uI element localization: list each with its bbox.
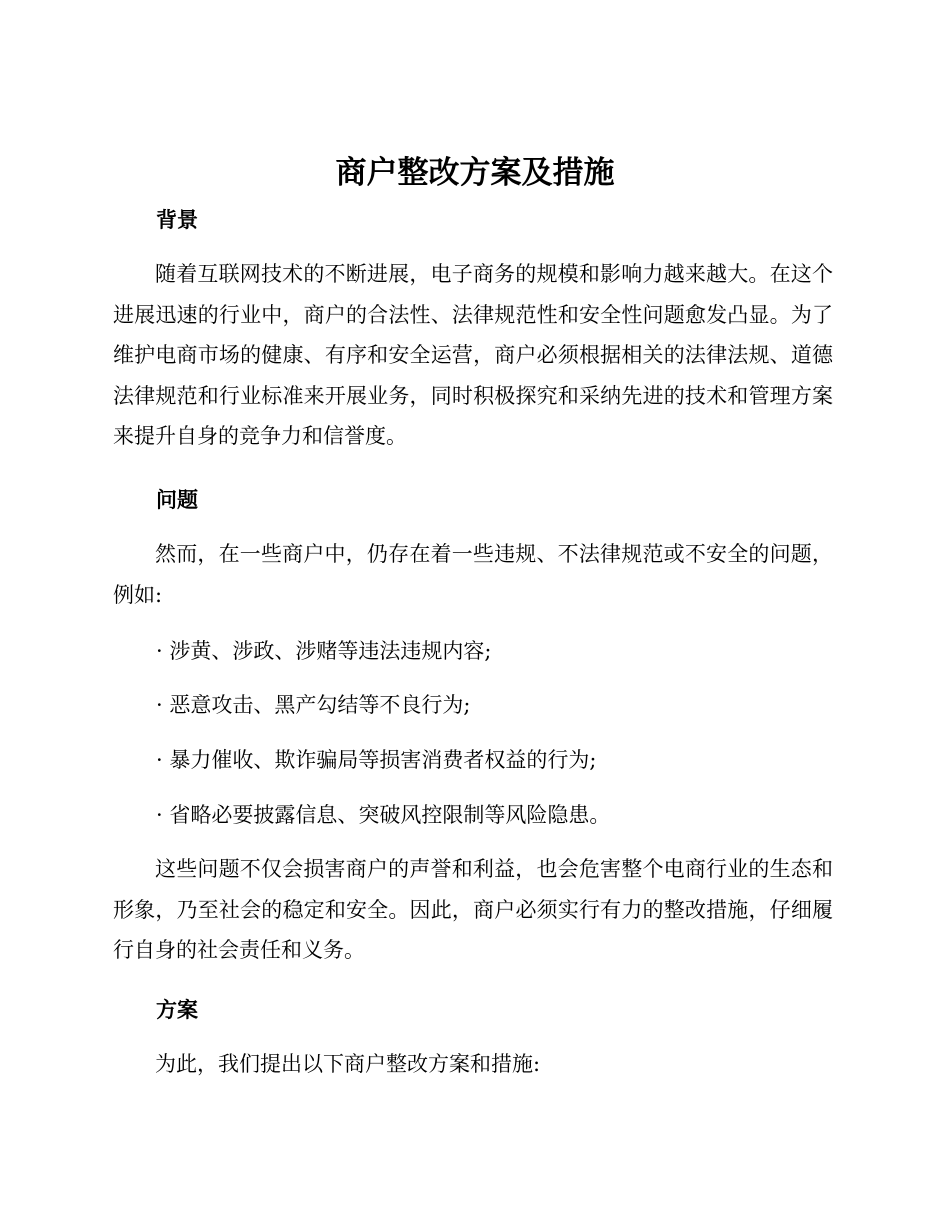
section-heading-background: 背景 bbox=[156, 208, 198, 232]
problem-list-item: · 涉黄、涉政、涉赌等违法违规内容; bbox=[156, 639, 492, 663]
plan-intro-paragraph: 为此，我们提出以下商户整改方案和措施: bbox=[155, 1052, 541, 1076]
problems-intro-paragraph: 然而，在一些商户中，仍存在着一些违规、不法律规范或不安全的问题，例如: bbox=[113, 542, 833, 607]
problem-list-item: · 恶意攻击、黑产勾结等不良行为; bbox=[156, 693, 471, 717]
section-heading-plan: 方案 bbox=[156, 998, 198, 1022]
document-title: 商户整改方案及措施 bbox=[335, 155, 615, 191]
problem-list-item: · 省略必要披露信息、突破风控限制等风险隐患。 bbox=[156, 803, 611, 827]
background-paragraph: 随着互联网技术的不断进展，电子商务的规模和影响力越来越大。在这个进展迅速的行业中，商户的合法性、法律规范性和安全性问题愈发凸显。为了维护电商市场的健康、有序和安全运营，商户必须根据相关的法律法规、道德法律规范和行业标准来开展业务，同时积极探究和采纳先进的技术和管理方案来提升自身的竞争力和信誉度。 bbox=[113, 262, 833, 448]
problem-list-item: · 暴力催收、欺诈骗局等损害消费者权益的行为; bbox=[156, 748, 597, 772]
section-heading-problems: 问题 bbox=[156, 488, 198, 512]
problems-conclusion-paragraph: 这些问题不仅会损害商户的声誉和利益，也会危害整个电商行业的生态和形象，乃至社会的稳定和安全。因此，商户必须实行有力的整改措施，仔细履行自身的社会责任和义务。 bbox=[113, 857, 833, 962]
